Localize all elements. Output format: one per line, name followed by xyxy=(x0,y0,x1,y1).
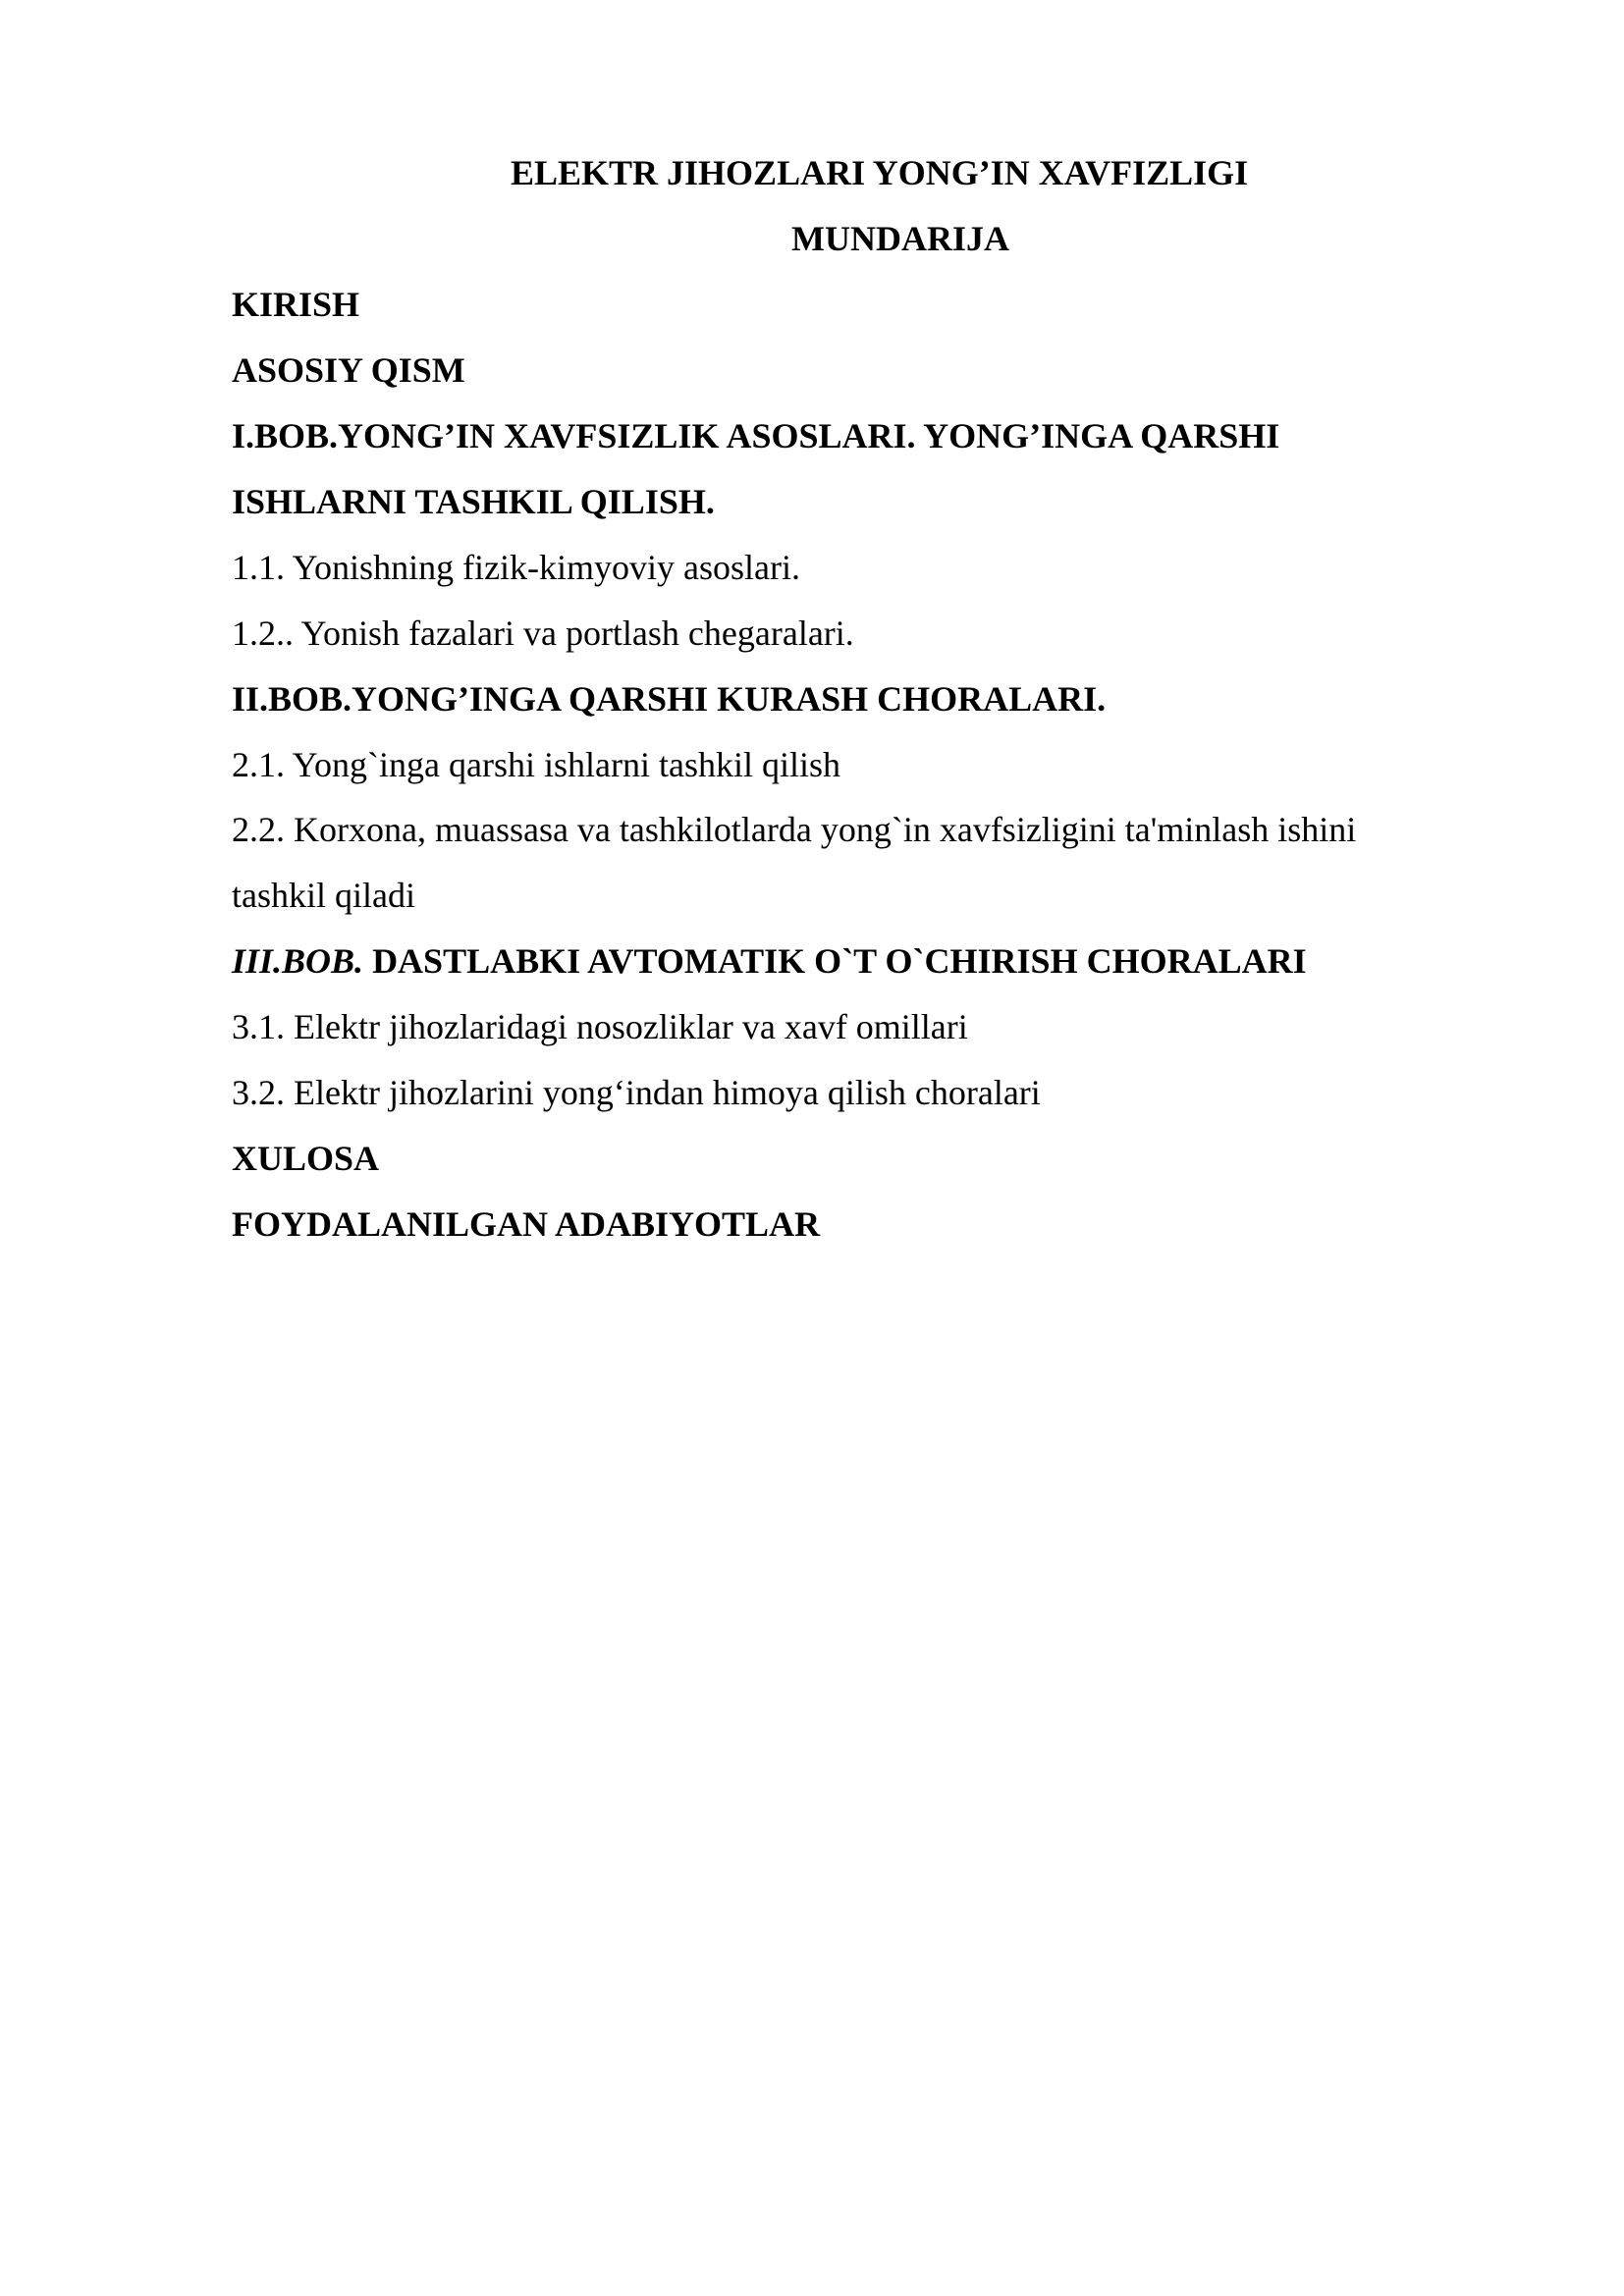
toc-heading: MUNDARIJA xyxy=(791,219,1009,258)
toc-entry-3-2: 3.2. Elektr jihozlarini yong‘indan himoya qilish choralari xyxy=(232,1073,1041,1112)
document-title: ELEKTR JIHOZLARI YONG’IN XAVFIZLIGI xyxy=(511,153,1249,192)
toc-entry-bob1-line2: ISHLARNI TASHKIL QILISH. xyxy=(232,482,715,521)
toc-entry-2-1: 2.1. Yong`inga qarshi ishlarni tashkil qilish xyxy=(232,745,840,784)
toc-entry-asosiy-qism: ASOSIY QISM xyxy=(232,350,465,390)
toc-entry-bob2: II.BOB.YONG’INGA QARSHI KURASH CHORALARI. xyxy=(232,679,1107,719)
toc-entry-1-2: 1.2.. Yonish fazalari va portlash chegaralari. xyxy=(232,614,854,653)
table-of-contents xyxy=(232,283,1449,1268)
toc-entry-bob1-line1: I.BOB.YONG’IN XAVFSIZLIK ASOSLARI. YONG’INGA QARSHI xyxy=(232,416,1280,455)
toc-entry-bob3-title: DASTLABKI AVTOMATIK O`T O`CHIRISH CHORALARI xyxy=(363,941,1307,981)
toc-entry-adabiyotlar: FOYDALANILGAN ADABIYOTLAR xyxy=(232,1204,821,1244)
toc-entry-1-1: 1.1. Yonishning fizik-kimyoviy asoslari. xyxy=(232,548,801,587)
toc-entry-kirish: KIRISH xyxy=(232,285,360,324)
toc-entry-xulosa: XULOSA xyxy=(232,1139,380,1178)
toc-entry-2-2: 2.2. Korxona, muassasa va tashkilotlarda yong`in xavfsizligini ta'minlash ishini tashkil qiladi xyxy=(232,810,1357,915)
toc-entry-bob3-prefix: III.BOB. xyxy=(232,941,364,981)
toc-entry-3-1: 3.1. Elektr jihozlaridagi nosozliklar va xavf omillari xyxy=(232,1007,968,1046)
toc-entry-bob3 xyxy=(232,939,1449,983)
